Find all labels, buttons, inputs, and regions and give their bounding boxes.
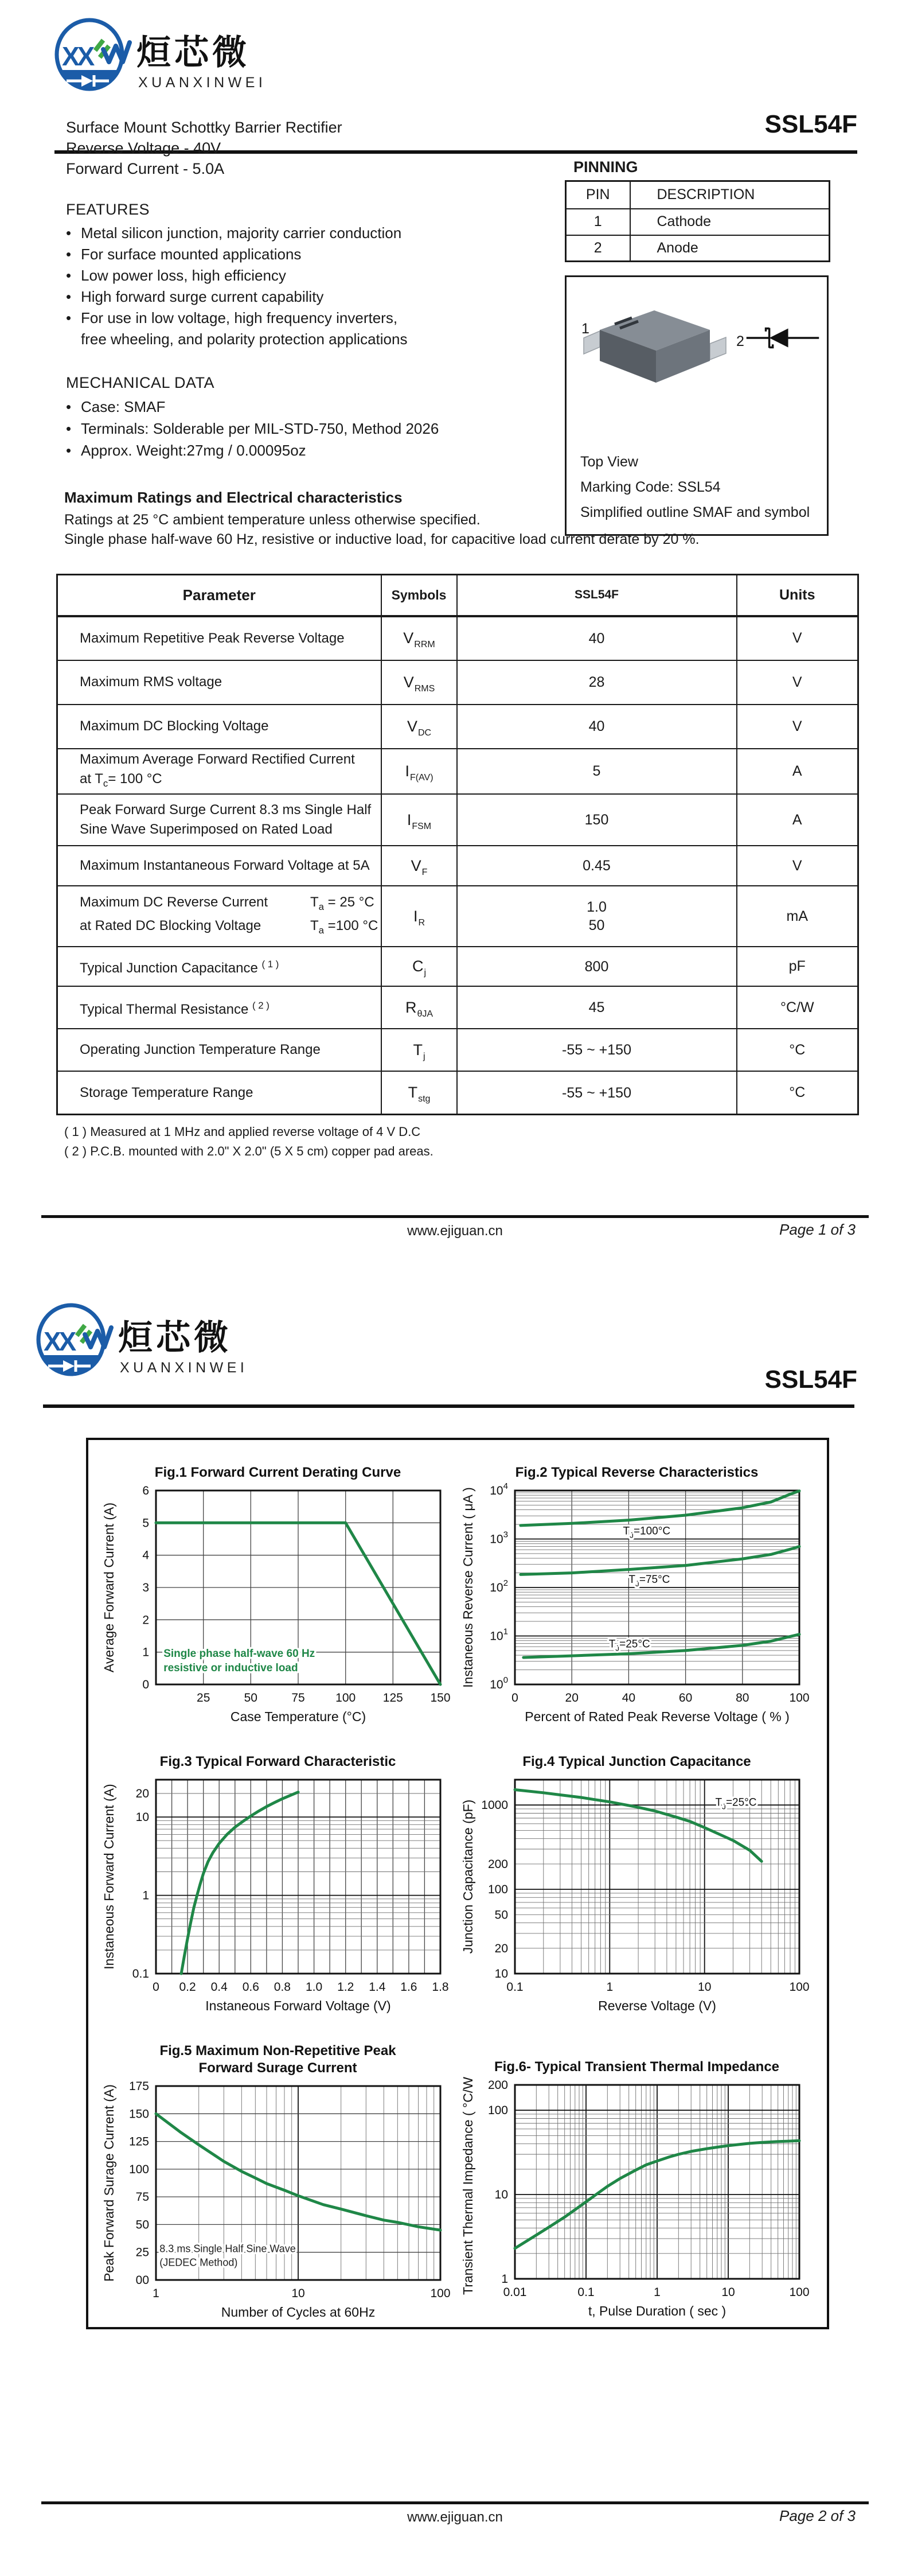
fig5-title: Fig.5 Maximum Non-Repetitive Peak Forward Surage Current bbox=[159, 2043, 396, 2076]
pin-number-cell: 1 bbox=[566, 209, 630, 235]
svg-text:1: 1 bbox=[142, 1645, 149, 1659]
svg-text:XX: XX bbox=[44, 1326, 75, 1356]
header-rule-2 bbox=[43, 1404, 854, 1408]
mechanical-title: MECHANICAL DATA bbox=[66, 374, 215, 391]
svg-text:1: 1 bbox=[142, 1889, 149, 1902]
svg-text:Junction Capacitance (pF): Junction Capacitance (pF) bbox=[460, 1799, 475, 1954]
svg-text:1.2: 1.2 bbox=[337, 1980, 354, 1994]
svg-text:0.4: 0.4 bbox=[210, 1980, 228, 1994]
pin2-label: 2 bbox=[736, 333, 744, 349]
feature-item: • High forward surge current capability bbox=[66, 288, 324, 305]
svg-text:Reverse Voltage (V): Reverse Voltage (V) bbox=[598, 1998, 716, 2013]
value-cell: 40 bbox=[457, 705, 737, 749]
footer-rule-1 bbox=[41, 1215, 869, 1218]
package-caption bbox=[580, 449, 810, 525]
smaf-package-icon bbox=[577, 302, 766, 440]
svg-text:Number of Cycles at 60Hz: Number of Cycles at 60Hz bbox=[221, 2305, 376, 2320]
unit-cell: A bbox=[737, 749, 858, 795]
value-cell: -55 ~ +150 bbox=[457, 1029, 737, 1071]
pin-col-header: PIN bbox=[566, 181, 630, 209]
svg-text:resistive or inductive load: resistive or inductive load bbox=[163, 1662, 298, 1675]
svg-text:(JEDEC Method): (JEDEC Method) bbox=[159, 2256, 238, 2268]
svg-text:50: 50 bbox=[244, 1691, 257, 1705]
parameter-cell: Operating Junction Temperature Range bbox=[57, 1029, 381, 1071]
symbol-cell: $C_j$ bbox=[381, 947, 457, 986]
svg-text:50: 50 bbox=[135, 2218, 149, 2232]
package-outline-box bbox=[565, 275, 829, 536]
symbol-cell: $V_F$ bbox=[381, 846, 457, 886]
table-row bbox=[57, 705, 858, 749]
symbol-cell: $I_{F(AV)}$ bbox=[381, 749, 457, 795]
svg-text:10: 10 bbox=[721, 2286, 735, 2299]
product-description bbox=[66, 117, 342, 179]
fig1-block bbox=[99, 1464, 457, 1732]
value-cell: 0.45 bbox=[457, 846, 737, 886]
footer-page-1: Page 1 of 3 bbox=[779, 1221, 856, 1238]
unit-cell: mA bbox=[737, 886, 858, 947]
value-cell: 1.0 50 bbox=[457, 886, 737, 947]
table-row bbox=[57, 749, 858, 795]
table-row bbox=[57, 986, 858, 1029]
parameter-cell: Typical Junction Capacitance $^{( 1 )}$ bbox=[57, 947, 381, 986]
parameter-cell: Peak Forward Surge Current 8.3 ms Single Half Sine Wave Superimposed on Rated Load bbox=[57, 794, 381, 846]
pin-description-cell: Cathode bbox=[630, 209, 830, 235]
parameter-cell: Maximum DC Reverse Current $T_a = 25$ °C at Rated DC Blocking Voltage $T_a =100$ °C bbox=[57, 886, 381, 947]
svg-text:TJ​=25°C: $T_J=25^\circ C$ bbox=[715, 1796, 757, 1811]
fig4-title: Fig.4 Typical Junction Capacitance bbox=[522, 1754, 751, 1769]
fig3-chart bbox=[99, 1772, 454, 2018]
feature-item: • For use in low voltage, high frequency inverters, bbox=[66, 309, 398, 326]
svg-text:1: 1 bbox=[501, 2273, 508, 2286]
svg-text:0: 0 bbox=[142, 1678, 149, 1691]
company-logo bbox=[53, 16, 288, 99]
ratings-header-row bbox=[57, 575, 858, 616]
fig3-plot bbox=[99, 1772, 457, 2021]
svg-text:Case Temperature (°C): Case Temperature (°C) bbox=[230, 1709, 366, 1724]
svg-text:1: 1 bbox=[606, 1980, 614, 1994]
features-title: FEATURES bbox=[66, 201, 150, 218]
svg-text:2: 2 bbox=[142, 1613, 149, 1627]
table-row bbox=[57, 947, 858, 986]
svg-text:TJ​=75°C: $T_J=75^\circ C$ bbox=[628, 1573, 670, 1588]
col-units: Units bbox=[737, 575, 858, 616]
value-cell: -55 ~ +150 bbox=[457, 1071, 737, 1114]
unit-cell: V bbox=[737, 846, 858, 886]
svg-text:8.3 ms Single Half Sine Wave: 8.3 ms Single Half Sine Wave bbox=[159, 2243, 296, 2255]
svg-text:1.0: 1.0 bbox=[305, 1980, 323, 1994]
svg-text:100: 100 bbox=[128, 2162, 149, 2176]
parameter-cell: Maximum Instantaneous Forward Voltage at 5A bbox=[57, 846, 381, 886]
svg-text:125: 125 bbox=[128, 2135, 149, 2149]
fig6-block bbox=[458, 2042, 816, 2326]
table-row bbox=[57, 660, 858, 705]
svg-text:20: 20 bbox=[135, 1787, 149, 1800]
footnote-line: ( 2 ) P.C.B. mounted with 2.0" X 2.0" (5 X 5 cm) copper pad areas. bbox=[64, 1144, 433, 1158]
svg-text:6: 6 bbox=[142, 1484, 149, 1497]
feature-item-continuation: free wheeling, and polarity protection applications bbox=[81, 330, 408, 348]
feature-item: • Low power loss, high efficiency bbox=[66, 267, 286, 284]
col-parameter: Parameter bbox=[57, 575, 381, 616]
parameter-cell: Maximum Repetitive Peak Reverse Voltage bbox=[57, 616, 381, 660]
svg-text:0: 0 bbox=[153, 1980, 159, 1994]
svg-text:Instaneous Forward Voltage (V): Instaneous Forward Voltage (V) bbox=[205, 1998, 391, 2013]
table-row bbox=[57, 886, 858, 947]
package-caption-line: Top View bbox=[580, 454, 638, 470]
svg-text:104​: $10^4$ bbox=[490, 1482, 508, 1497]
svg-text:00: 00 bbox=[135, 2274, 149, 2287]
svg-text:0.8: 0.8 bbox=[274, 1980, 291, 1994]
value-cell: 5 bbox=[457, 749, 737, 795]
value-cell: 45 bbox=[457, 986, 737, 1029]
pin1-label: 1 bbox=[581, 321, 589, 337]
footnotes bbox=[64, 1122, 433, 1161]
pinning-header-row bbox=[566, 181, 830, 209]
svg-text:Percent of Rated Peak Reverse: Percent of Rated Peak Reverse Voltage ( % ) bbox=[525, 1709, 790, 1724]
description-line: Surface Mount Schottky Barrier Rectifier bbox=[66, 119, 342, 136]
part-number: SSL54F bbox=[764, 1365, 857, 1394]
svg-text:102​: $10^2$ bbox=[490, 1578, 508, 1594]
svg-text:1.4: 1.4 bbox=[369, 1980, 386, 1994]
svg-text:20: 20 bbox=[565, 1691, 579, 1705]
package-3d-icon bbox=[577, 302, 766, 443]
ratings-note1: Ratings at 25 °C ambient temperature unless otherwise specified. bbox=[64, 512, 481, 528]
svg-text:Instaneous Forward Current (A: Instaneous Forward Current (A) bbox=[101, 1784, 116, 1970]
mechanical-item: • Terminals: Solderable per MIL-STD-750, Method 2026 bbox=[66, 420, 439, 437]
svg-text:0.01: 0.01 bbox=[503, 2286, 527, 2299]
pin-number-cell: 2 bbox=[566, 235, 630, 262]
schottky-diode-symbol-icon bbox=[745, 322, 820, 357]
table-row bbox=[57, 1071, 858, 1114]
fig3-title: Fig.3 Typical Forward Characteristic bbox=[159, 1754, 396, 1769]
pin-description-cell: Anode bbox=[630, 235, 830, 262]
ratings-table bbox=[56, 574, 859, 1115]
parameter-cell: Maximum DC Blocking Voltage bbox=[57, 705, 381, 749]
svg-text:4: 4 bbox=[142, 1548, 149, 1562]
unit-cell: V bbox=[737, 705, 858, 749]
svg-text:Average Forward Current (A): Average Forward Current (A) bbox=[101, 1502, 116, 1673]
svg-text:175: 175 bbox=[128, 2080, 149, 2093]
value-cell: 800 bbox=[457, 947, 737, 986]
unit-cell: °C/W bbox=[737, 986, 858, 1029]
svg-text:XX: XX bbox=[62, 41, 93, 71]
mechanical-item: • Approx. Weight:27mg / 0.00095oz bbox=[66, 442, 306, 459]
svg-text:103​: $10^3$ bbox=[490, 1530, 508, 1546]
value-cell: 40 bbox=[457, 616, 737, 660]
symbol-cell: $V_{DC}$ bbox=[381, 705, 457, 749]
svg-text:80: 80 bbox=[736, 1691, 749, 1705]
symbol-cell: $V_{RMS}$ bbox=[381, 660, 457, 705]
svg-text:1.8: 1.8 bbox=[432, 1980, 449, 1994]
unit-cell: °C bbox=[737, 1029, 858, 1071]
svg-text:Single phase half-wave 60 Hz: Single phase half-wave 60 Hz bbox=[163, 1648, 315, 1660]
part-number: SSL54F bbox=[764, 110, 857, 138]
svg-text:0: 0 bbox=[511, 1691, 518, 1705]
fig1-plot bbox=[99, 1482, 457, 1732]
svg-text:100: 100 bbox=[430, 2287, 451, 2300]
svg-text:101​: $10^1$ bbox=[490, 1626, 508, 1643]
symbol-cell: $I_R$ bbox=[381, 886, 457, 947]
value-cell: 150 bbox=[457, 794, 737, 846]
svg-text:150: 150 bbox=[128, 2107, 149, 2121]
fig1-chart bbox=[99, 1482, 454, 1729]
svg-text:XUANXINWEI: XUANXINWEI bbox=[120, 1360, 248, 1376]
mechanical-item: • Case: SMAF bbox=[66, 398, 166, 415]
svg-text:1: 1 bbox=[654, 2286, 661, 2299]
footer-site-1: www.ejiguan.cn bbox=[407, 1223, 503, 1239]
unit-cell: A bbox=[737, 794, 858, 846]
svg-text:100: 100 bbox=[487, 2104, 508, 2118]
svg-text:100: 100 bbox=[487, 1883, 508, 1897]
svg-text:0.1: 0.1 bbox=[506, 1980, 524, 1994]
svg-text:200: 200 bbox=[487, 1857, 508, 1871]
unit-cell: pF bbox=[737, 947, 858, 986]
svg-text:5: 5 bbox=[142, 1516, 149, 1530]
svg-text:200: 200 bbox=[487, 2079, 508, 2092]
table-row bbox=[57, 846, 858, 886]
fig6-title: Fig.6- Typical Transient Thermal Impedance bbox=[494, 2059, 780, 2075]
svg-text:125: 125 bbox=[382, 1691, 403, 1705]
feature-item: • For surface mounted applications bbox=[66, 246, 302, 263]
value-cell: 28 bbox=[457, 660, 737, 705]
logo-icon bbox=[53, 16, 288, 96]
svg-text:40: 40 bbox=[622, 1691, 636, 1705]
fig6-plot bbox=[458, 2077, 816, 2326]
svg-text:XUANXINWEI: XUANXINWEI bbox=[138, 75, 267, 91]
parameter-cell: Maximum RMS voltage bbox=[57, 660, 381, 705]
logo-icon bbox=[34, 1301, 270, 1382]
pinning-title: PINNING bbox=[573, 158, 638, 176]
svg-text:75: 75 bbox=[135, 2190, 149, 2204]
fig2-block bbox=[458, 1464, 816, 1732]
description-line: Forward Current - 5.0A bbox=[66, 160, 225, 177]
parameter-cell: Typical Thermal Resistance $^{( 2 )}$ bbox=[57, 986, 381, 1029]
col-symbols: Symbols bbox=[381, 575, 457, 616]
svg-text:烜芯微: 烜芯微 bbox=[136, 33, 250, 73]
parameter-cell: Maximum Average Forward Rectified Current at $T_c= 100$ °C bbox=[57, 749, 381, 795]
svg-text:100: 100 bbox=[789, 2286, 810, 2299]
svg-text:10: 10 bbox=[135, 1811, 149, 1824]
table-row bbox=[57, 794, 858, 846]
svg-text:10: 10 bbox=[698, 1980, 712, 1994]
svg-text:0.1: 0.1 bbox=[132, 1967, 149, 1980]
symbol-cell: $I_{FSM}$ bbox=[381, 794, 457, 846]
fig2-chart bbox=[458, 1482, 813, 1729]
symbol-cell: $T_{stg}$ bbox=[381, 1071, 457, 1114]
svg-text:25: 25 bbox=[197, 1691, 210, 1705]
company-logo bbox=[34, 1301, 270, 1384]
svg-text:10: 10 bbox=[494, 2188, 508, 2202]
ratings-note2: Single phase half-wave 60 Hz, resistive or inductive load, for capacitive load current derate by 20 %. bbox=[64, 531, 700, 547]
symbol-cell: $T_j$ bbox=[381, 1029, 457, 1071]
unit-cell: V bbox=[737, 616, 858, 660]
symbol-cell: $R_{\theta JA}$ bbox=[381, 986, 457, 1029]
svg-text:150: 150 bbox=[430, 1691, 451, 1705]
col-device: SSL54F bbox=[457, 575, 737, 616]
svg-text:Peak Forward Surage Current (A: Peak Forward Surage Current (A) bbox=[101, 2084, 116, 2282]
footer-page-2: Page 2 of 3 bbox=[779, 2507, 856, 2524]
svg-text:100: 100 bbox=[789, 1980, 810, 1994]
symbol-cell: $V_{RRM}$ bbox=[381, 616, 457, 660]
parameter-cell: Storage Temperature Range bbox=[57, 1071, 381, 1114]
pinning-row bbox=[566, 209, 830, 235]
svg-text:60: 60 bbox=[678, 1691, 693, 1705]
ratings-title: Maximum Ratings and Electrical characteristics bbox=[64, 489, 403, 506]
svg-text:0.2: 0.2 bbox=[179, 1980, 196, 1994]
package-caption-line: Marking Code: SSL54 bbox=[580, 479, 721, 495]
footnote-line: ( 1 ) Measured at 1 MHz and applied reverse voltage of 4 V D.C bbox=[64, 1124, 421, 1139]
svg-text:TJ​=25°C: $T_J=25^\circ C$ bbox=[608, 1638, 650, 1653]
description-col-header: DESCRIPTION bbox=[630, 181, 830, 209]
svg-text:100​: $10^0$ bbox=[490, 1675, 508, 1691]
svg-text:Instaneous Reverse Current ( μ: Instaneous Reverse Current ( μA ) bbox=[460, 1487, 475, 1688]
svg-text:1: 1 bbox=[153, 2287, 159, 2300]
fig2-plot bbox=[458, 1482, 816, 1732]
fig6-chart bbox=[458, 2077, 813, 2324]
unit-cell: °C bbox=[737, 1071, 858, 1114]
svg-text:3: 3 bbox=[142, 1581, 149, 1594]
svg-text:Transient Thermal Impedance (: Transient Thermal Impedance ( °C/W ) bbox=[460, 2077, 475, 2295]
fig5-block bbox=[99, 2042, 457, 2328]
unit-cell: V bbox=[737, 660, 858, 705]
svg-text:1000: 1000 bbox=[481, 1799, 508, 1812]
svg-text:t, Pulse Duration ( sec ): t, Pulse Duration ( sec ) bbox=[588, 2303, 727, 2318]
footer-site-2: www.ejiguan.cn bbox=[407, 2509, 503, 2525]
svg-text:100: 100 bbox=[789, 1691, 810, 1705]
pinning-table bbox=[565, 180, 830, 262]
svg-text:0.1: 0.1 bbox=[577, 2286, 595, 2299]
pinning-row bbox=[566, 235, 830, 262]
svg-text:烜芯微: 烜芯微 bbox=[118, 1318, 232, 1358]
footer-rule-2 bbox=[41, 2501, 869, 2504]
package-caption-line: Simplified outline SMAF and symbol bbox=[580, 504, 810, 520]
fig3-block bbox=[99, 1753, 457, 2021]
mechanical-list bbox=[66, 396, 439, 461]
svg-text:50: 50 bbox=[494, 1908, 508, 1922]
svg-text:100: 100 bbox=[335, 1691, 356, 1705]
fig2-title: Fig.2 Typical Reverse Characteristics bbox=[515, 1465, 759, 1480]
svg-text:0.6: 0.6 bbox=[242, 1980, 259, 1994]
fig5-plot bbox=[99, 2078, 457, 2328]
fig1-title: Fig.1 Forward Current Derating Curve bbox=[154, 1465, 401, 1480]
features-list bbox=[66, 223, 407, 350]
svg-text:20: 20 bbox=[494, 1941, 508, 1955]
feature-item: • Metal silicon junction, majority carrier conduction bbox=[66, 224, 402, 242]
table-row bbox=[57, 616, 858, 660]
diode-symbol-icon bbox=[745, 322, 820, 354]
svg-text:10: 10 bbox=[291, 2287, 305, 2300]
table-row bbox=[57, 1029, 858, 1071]
svg-text:1.6: 1.6 bbox=[400, 1980, 417, 1994]
svg-text:25: 25 bbox=[135, 2246, 149, 2259]
fig4-block bbox=[458, 1753, 816, 2021]
fig4-plot bbox=[458, 1772, 816, 2021]
description-line: Reverse Voltage - 40V bbox=[66, 139, 221, 157]
fig5-chart bbox=[99, 2078, 454, 2325]
svg-text:TJ​=100°C: $T_J=100^\circ C$ bbox=[623, 1525, 671, 1540]
svg-text:75: 75 bbox=[291, 1691, 305, 1705]
svg-text:10: 10 bbox=[494, 1967, 508, 1980]
fig4-chart bbox=[458, 1772, 813, 2018]
